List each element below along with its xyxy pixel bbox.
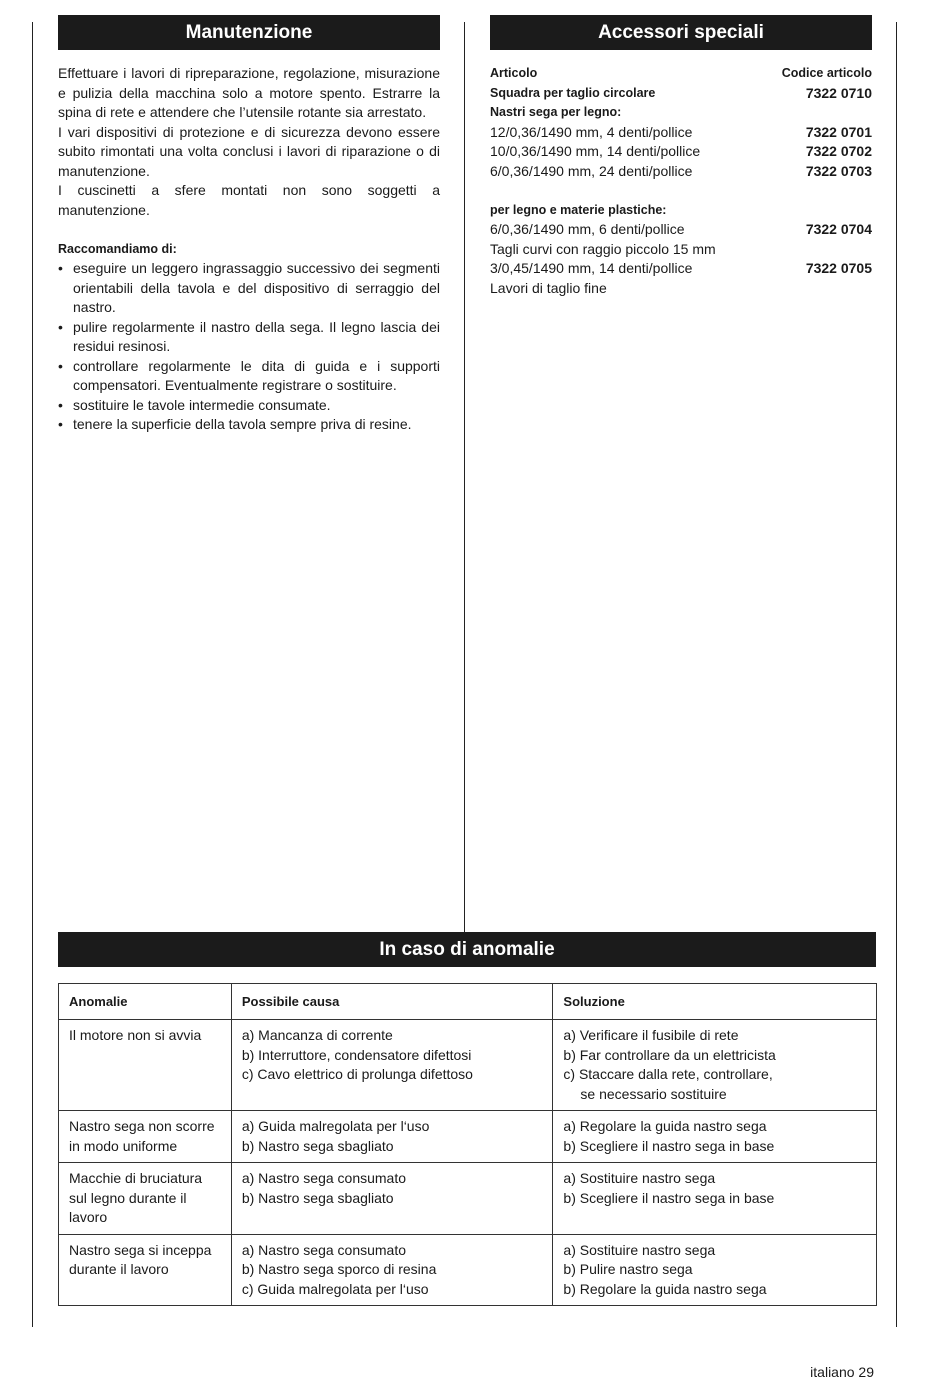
problem-cell <box>59 1111 232 1163</box>
cause-line: b) Nastro sega sporco di resina <box>241 1261 437 1277</box>
table-row <box>59 1163 877 1235</box>
accessory-code: 7322 0705 <box>805 260 872 276</box>
accessory-row <box>490 259 872 279</box>
accessory-label: Squadra per taglio circolare <box>490 85 656 100</box>
solution-line: c) Staccare dalla rete, controllare, <box>563 1066 773 1082</box>
page-number: italiano 29 <box>810 1364 874 1380</box>
list-item-text: pulire regolarmente il nastro della sega. Il legno lascia dei residui resinosi. <box>73 318 440 354</box>
list-item <box>58 396 440 416</box>
problem-text: Il motore non si avvia <box>69 1027 202 1043</box>
problem-text: Nastro sega non scorre in modo uniforme <box>69 1118 215 1154</box>
bullet-icon: • <box>58 416 63 432</box>
accessory-row <box>490 103 872 123</box>
maintenance-title: Manutenzione <box>58 15 440 50</box>
bullet-icon: • <box>58 396 63 413</box>
accessory-code: 7322 0701 <box>805 123 872 140</box>
solution-line: se necessario sostituire <box>580 1085 727 1102</box>
solution-line: b) Scegliere il nastro sega in base <box>563 1189 775 1206</box>
solution-line: b) Regolare la guida nastro sega <box>563 1280 767 1297</box>
accessory-label: 12/0,36/1490 mm, 4 denti/pollice <box>490 123 693 140</box>
accessory-group-heading: Nastri sega per legno: <box>490 105 622 119</box>
accessory-label: 10/0,36/1490 mm, 14 denti/pollice <box>490 143 701 159</box>
column-header: Possibile causa <box>231 984 553 1020</box>
list-item-text: eseguire un leggero ingrassaggio successivo dei segmenti orientabili della tavola e del dispositivo di serraggio del nastro. <box>73 260 440 315</box>
recommend-list <box>58 259 440 435</box>
accessory-row <box>490 162 872 182</box>
column-header: Soluzione <box>553 984 877 1020</box>
accessory-row <box>490 240 872 260</box>
list-item <box>58 259 440 318</box>
accessory-row <box>490 142 872 162</box>
list-item-text: sostituire le tavole intermedie consumate. <box>73 396 331 413</box>
solution-line: b) Scegliere il nastro sega in base <box>563 1137 775 1154</box>
accessory-code: 7322 0710 <box>805 84 872 101</box>
accessories-header-row <box>490 64 872 84</box>
accessory-label: Tagli curvi con raggio piccolo 15 mm <box>490 240 716 257</box>
cause-line: b) Nastro sega sbagliato <box>241 1189 394 1206</box>
code-column-header: Codice articolo <box>781 66 872 80</box>
accessory-group-heading: per legno e materie plastiche: <box>490 202 667 217</box>
maintenance-paragraph: I vari dispositivi di protezione e di sicurezza devono essere subito rimontati una volta conclusi i lavori di riparazione o di manutenzione. <box>58 123 440 179</box>
left-margin-rule <box>32 22 33 1327</box>
accessory-row <box>490 123 872 143</box>
column-header: Anomalie <box>59 984 232 1020</box>
accessory-label: 6/0,36/1490 mm, 6 denti/pollice <box>490 221 685 237</box>
cause-cell <box>231 1111 553 1163</box>
list-item <box>58 318 440 357</box>
cause-line: b) Interruttore, condensatore difettosi <box>241 1046 472 1063</box>
solution-cell <box>553 1234 877 1306</box>
solution-line: a) Verificare il fusibile di rete <box>563 1027 739 1043</box>
table-header-row <box>59 984 877 1020</box>
solution-line: b) Far controllare da un elettricista <box>563 1046 776 1063</box>
table-row <box>59 1234 877 1306</box>
solution-line: a) Regolare la guida nastro sega <box>563 1118 767 1134</box>
cause-line: c) Cavo elettrico di prolunga difettoso <box>241 1066 473 1082</box>
bullet-icon: • <box>58 260 63 276</box>
accessory-label: 3/0,45/1490 mm, 14 denti/pollice <box>490 260 693 276</box>
table-row <box>59 1020 877 1111</box>
list-item-text: controllare regolarmente le dita di guida e i supporti compensatori. Eventualmente registrare o sostituire. <box>73 357 440 393</box>
center-column-rule <box>464 22 465 932</box>
accessory-label: 6/0,36/1490 mm, 24 denti/pollice <box>490 162 693 179</box>
anomalies-table <box>58 983 877 1306</box>
solution-line: b) Pulire nastro sega <box>563 1261 693 1277</box>
cause-line: a) Nastro sega consumato <box>241 1170 407 1186</box>
solution-line: a) Sostituire nastro sega <box>563 1241 716 1258</box>
cause-cell <box>231 1234 553 1306</box>
table-row <box>59 1111 877 1163</box>
problem-text: Nastro sega si inceppa durante il lavoro <box>69 1241 212 1277</box>
cause-cell <box>231 1020 553 1111</box>
accessory-code: 7322 0702 <box>805 143 872 159</box>
accessories-title: Accessori speciali <box>490 15 872 50</box>
maintenance-paragraph: I cuscinetti a sfere montati non sono soggetti a manutenzione. <box>58 182 440 218</box>
list-item <box>58 357 440 396</box>
bullet-icon: • <box>58 318 63 335</box>
problem-cell <box>59 1163 232 1235</box>
right-margin-rule <box>896 22 897 1327</box>
solution-cell <box>553 1020 877 1111</box>
cause-line: a) Mancanza di corrente <box>241 1027 393 1043</box>
cause-line: c) Guida malregolata per l‘uso <box>241 1280 429 1297</box>
accessory-row <box>490 220 872 240</box>
accessory-label: Lavori di taglio fine <box>490 279 607 296</box>
recommend-heading: Raccomandiamo di: <box>58 241 177 256</box>
accessory-row <box>490 84 872 104</box>
bullet-icon: • <box>58 357 63 374</box>
solution-line: a) Sostituire nastro sega <box>563 1170 716 1186</box>
cause-line: a) Guida malregolata per l‘uso <box>241 1118 430 1134</box>
anomalies-title: In caso di anomalie <box>58 932 876 967</box>
list-item-text: tenere la superficie della tavola sempre priva di resine. <box>73 416 412 432</box>
problem-text: Macchie di bruciatura sul legno durante il lavoro <box>69 1170 203 1225</box>
maintenance-paragraph: Effettuare i lavori di ripreparazione, regolazione, misurazione e pulizia della macchina solo a motore spento. Estrarre la spina di rete e attendere che l’utensile rotante sia arrestato. <box>58 65 440 120</box>
accessories-section <box>490 64 872 298</box>
cause-line: b) Nastro sega sbagliato <box>241 1137 394 1154</box>
accessory-code: 7322 0704 <box>805 221 872 237</box>
problem-cell <box>59 1234 232 1306</box>
accessory-row <box>490 279 872 299</box>
cause-line: a) Nastro sega consumato <box>241 1241 407 1258</box>
solution-cell <box>553 1111 877 1163</box>
article-column-header: Articolo <box>490 66 538 80</box>
maintenance-section <box>58 64 440 435</box>
solution-cell <box>553 1163 877 1235</box>
list-item <box>58 415 440 435</box>
accessory-code: 7322 0703 <box>805 162 872 179</box>
cause-cell <box>231 1163 553 1235</box>
problem-cell <box>59 1020 232 1111</box>
